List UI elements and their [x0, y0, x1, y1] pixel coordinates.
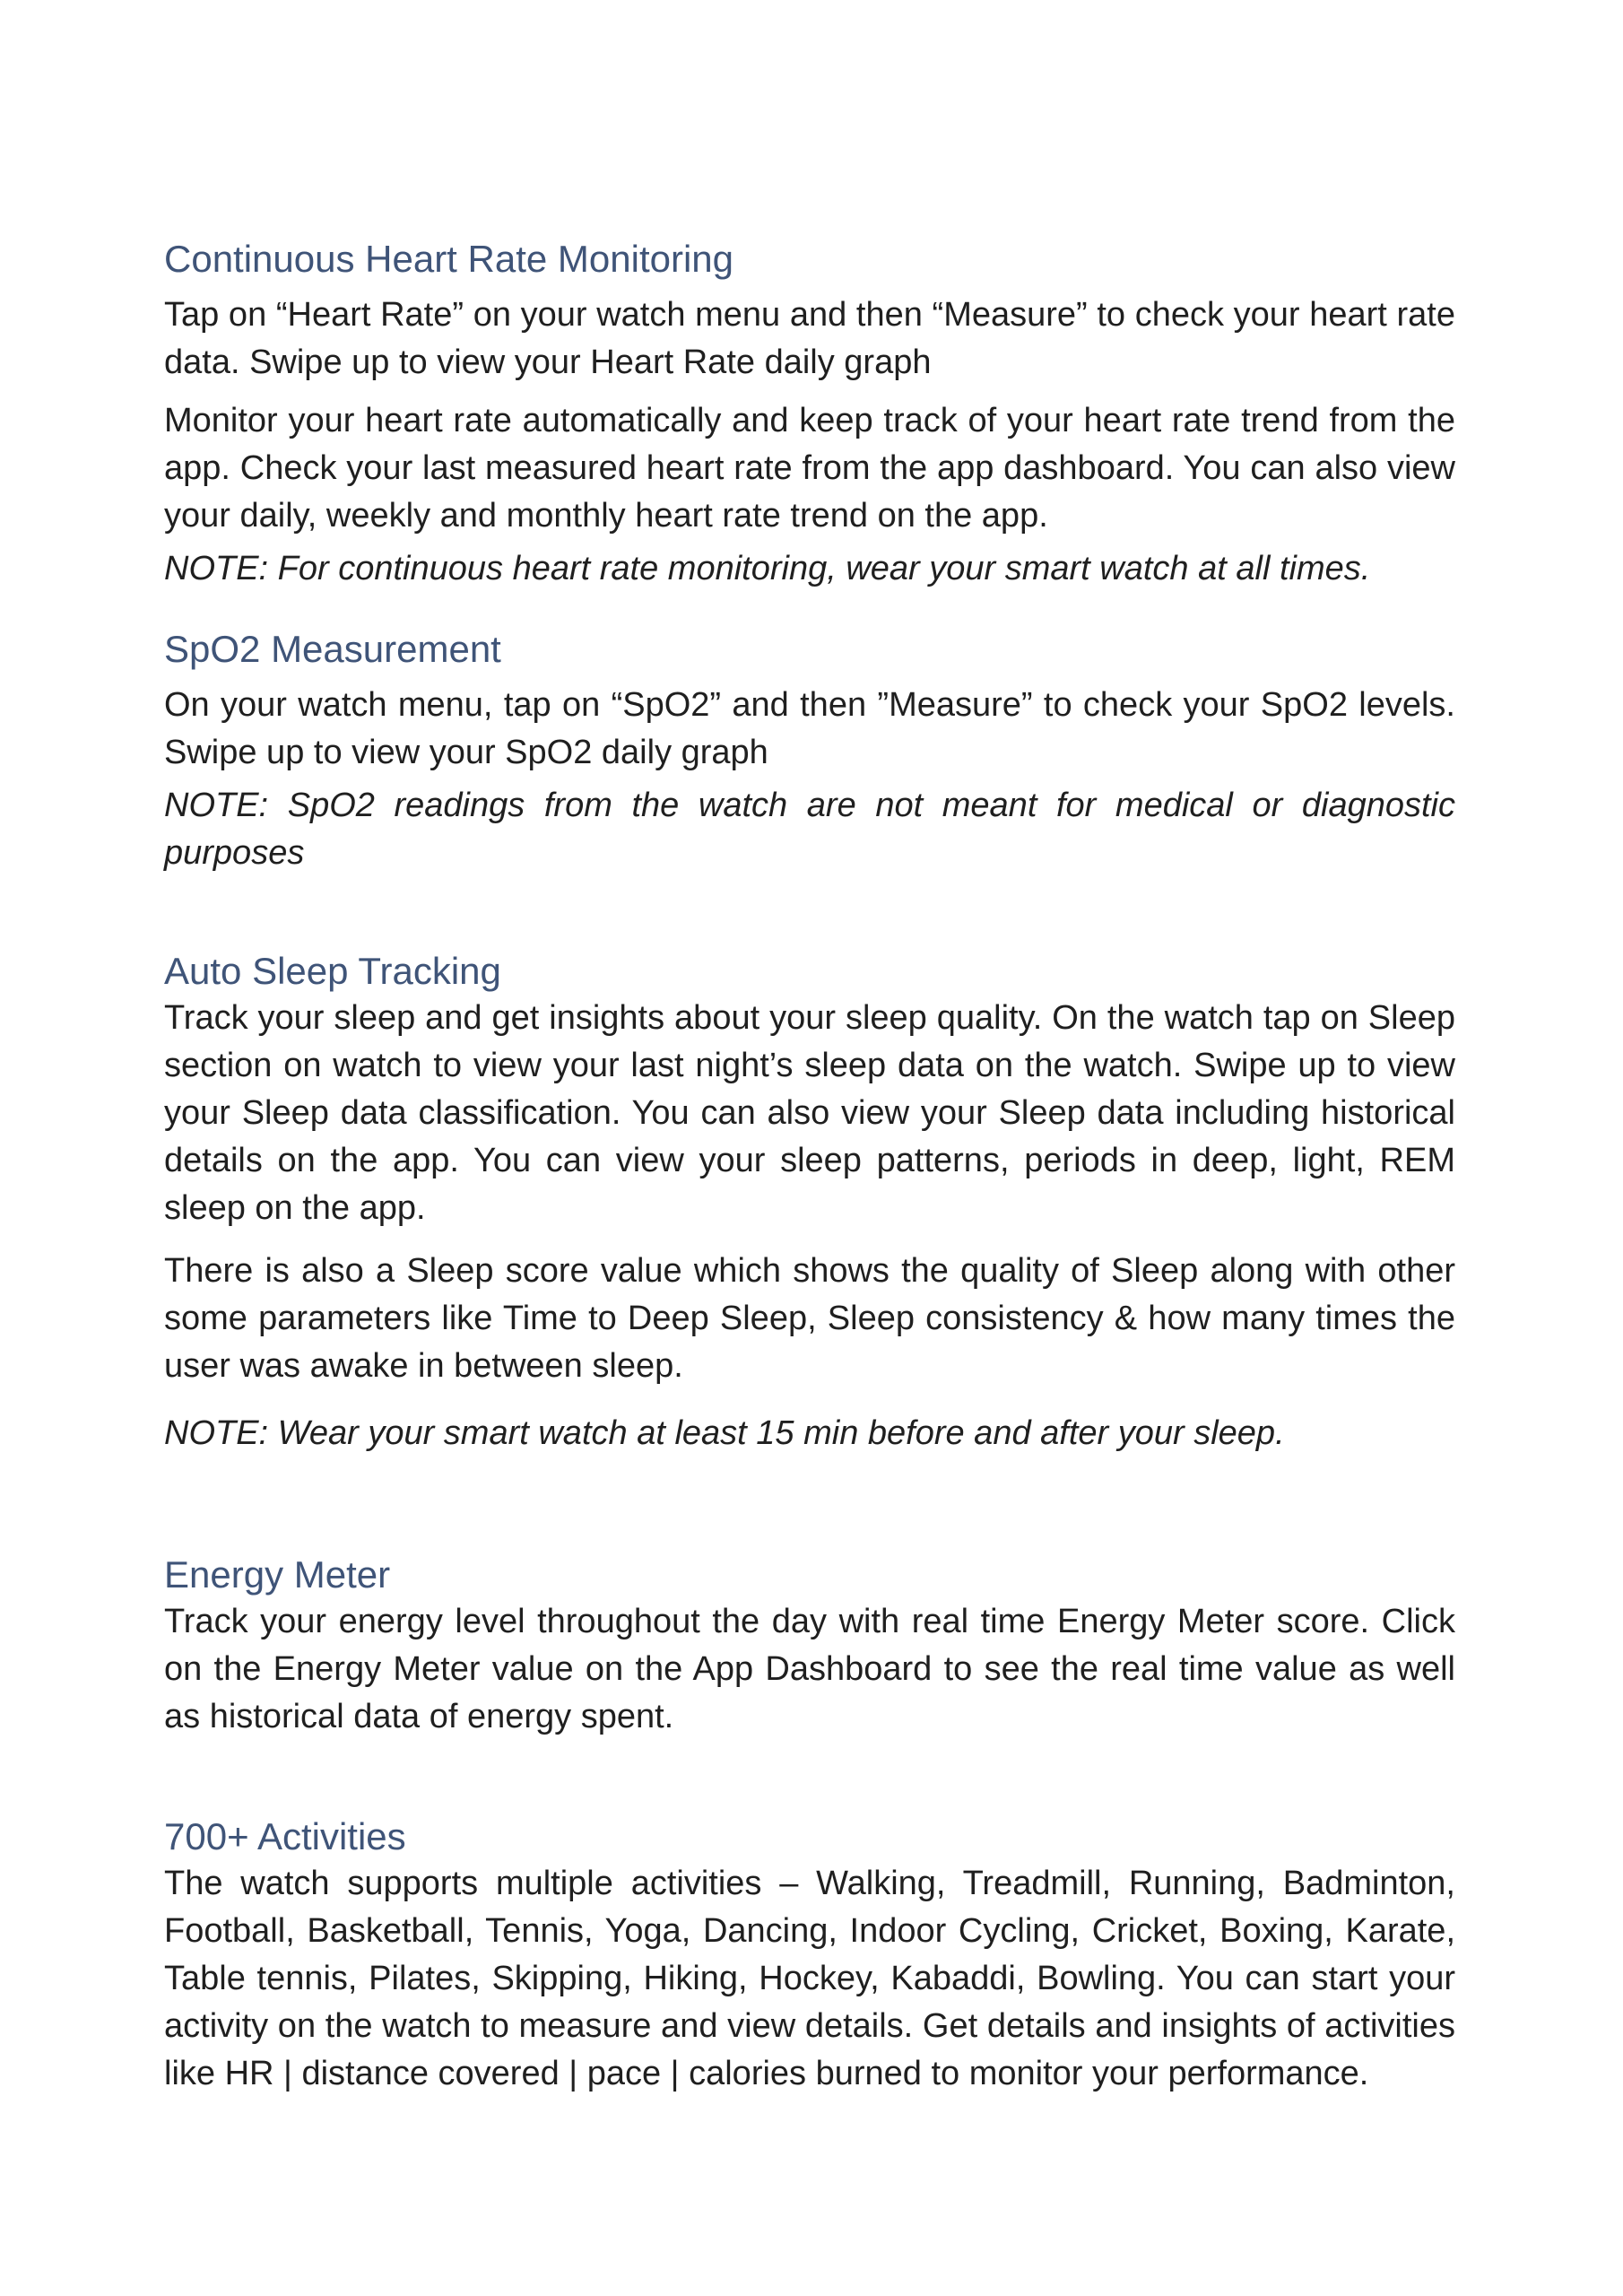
- sleep-heading: Auto Sleep Tracking: [164, 950, 501, 992]
- section-700-activities: [164, 1813, 1455, 2098]
- energy-meter-paragraph-1: Track your energy level throughout the day with real time Energy Meter score. Click on the Energy Meter value on the App Dashboard to see the real time value as well as historical data of energy spent.: [164, 1603, 1455, 1735]
- energy-meter-heading: Energy Meter: [164, 1553, 391, 1596]
- section-energy-meter: [164, 1551, 1455, 1741]
- heart-rate-paragraph-1: Tap on “Heart Rate” on your watch menu and then “Measure” to check your heart rate data. Swipe up to view your Heart Rate daily graph: [164, 296, 1455, 381]
- section-spo2: [164, 625, 1455, 877]
- sleep-paragraph-2: There is also a Sleep score value which shows the quality of Sleep along with other some parameters like Time to Deep Sleep, Sleep consistency & how many times the user was awake in between sleep.: [164, 1252, 1455, 1385]
- spo2-note: NOTE: SpO2 readings from the watch are not meant for medical or diagnostic purposes: [164, 787, 1455, 872]
- heart-rate-paragraph-2: Monitor your heart rate automatically and keep track of your heart rate trend from the app. Check your last measured heart rate from the app dashboard. You can also view your daily, weekly and monthly heart rate trend on the app.: [164, 402, 1455, 535]
- spo2-heading: SpO2 Measurement: [164, 628, 501, 670]
- section-auto-sleep-tracking: [164, 947, 1455, 1457]
- section-heart-rate: [164, 235, 1455, 593]
- spo2-paragraph-1: On your watch menu, tap on “SpO2” and then ”Measure” to check your SpO2 levels. Swipe up to view your SpO2 daily graph: [164, 686, 1455, 771]
- sleep-paragraph-1: Track your sleep and get insights about your sleep quality. On the watch tap on Sleep section on watch to view your last night’s sleep data on the watch. Swipe up to view your Sleep data classification. You can also view your Sleep data including historical details on the app. You can view your sleep patterns, periods in deep, light, REM sleep on the app.: [164, 999, 1455, 1227]
- activities-paragraph-1: The watch supports multiple activities – Walking, Treadmill, Running, Badminton, Football, Basketball, Tennis, Yoga, Dancing, Indoor Cycling, Cricket, Boxing, Karate, Table tennis, Pilates, Skipping, Hiking, Hockey, Kabaddi, Bowling. You can start your activity on the watch to measure and view details. Get details and insights of activities like HR | distance covered | pace | calories burned to monitor your performance.: [164, 1865, 1455, 2092]
- heart-rate-note: NOTE: For continuous heart rate monitoring, wear your smart watch at all times.: [164, 550, 1371, 587]
- heart-rate-heading: Continuous Heart Rate Monitoring: [164, 238, 734, 280]
- activities-heading: 700+ Activities: [164, 1815, 406, 1857]
- sleep-note: NOTE: Wear your smart watch at least 15 min before and after your sleep.: [164, 1414, 1285, 1452]
